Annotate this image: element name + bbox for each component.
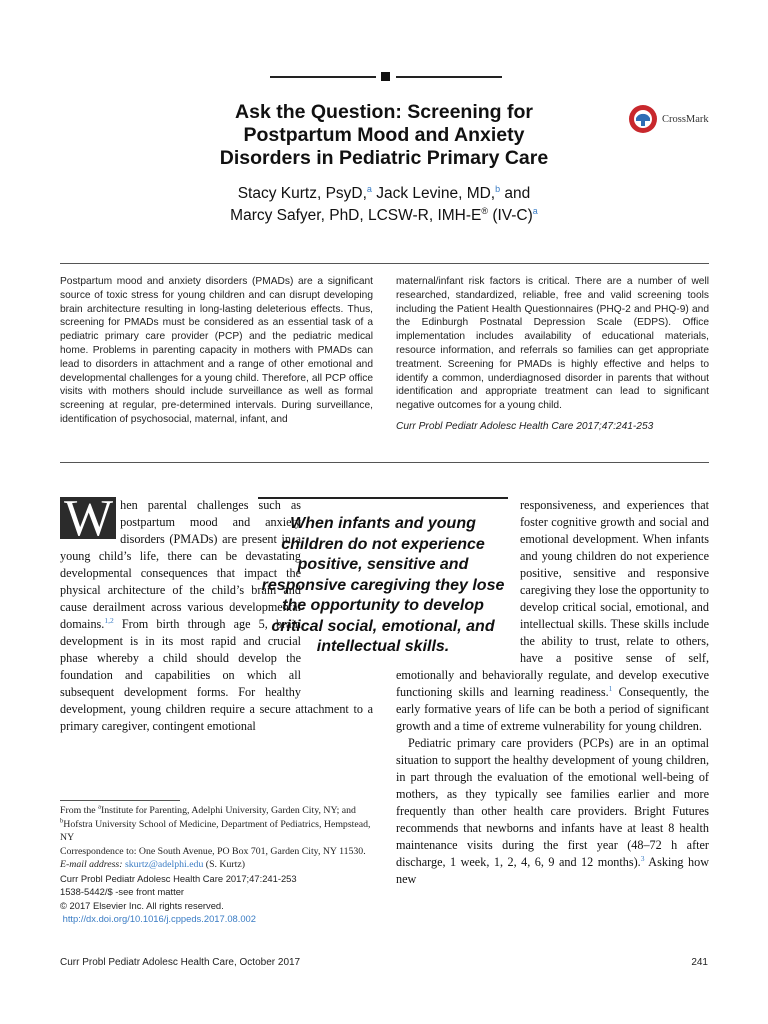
correspondence (60, 845, 373, 872)
ornament-line-left (270, 76, 376, 78)
affiliation-mark-b: b (60, 817, 64, 825)
footnote-rule (60, 800, 180, 801)
author-3-credential: (IV-C) (488, 207, 533, 224)
crossmark-icon (628, 104, 658, 134)
abstract-bottom-rule (60, 462, 709, 463)
affiliation-a: Institute for Parenting, Adelphi University, Garden City, NY; and (101, 805, 356, 816)
doi-link[interactable]: http://dx.doi.org/10.1016/j.cppeds.2017.08.002 (62, 913, 256, 924)
article-title (150, 101, 618, 170)
title-line-2: Postpartum Mood and Anxiety (243, 124, 525, 146)
author-2: Jack Levine, MD, (371, 185, 496, 202)
author-1-affiliation: a (366, 183, 372, 194)
title-line-3: Disorders in Pediatric Primary Care (219, 147, 549, 169)
ornament-line-right (396, 76, 502, 78)
email-link[interactable]: skurtz@adelphi.edu (124, 859, 204, 870)
drop-cap: W (60, 497, 116, 539)
author-list (150, 183, 618, 227)
abstract-text-left: Postpartum mood and anxiety disorders (PMADs) are a significant source of toxic stress for young children and can disrupt developing brain architecture resulting in long-lasting deleterious effects. Thus, screening for PMADs must be considered as an essential task of a pediatric primary care provider (PCP) and the pediatric medical home. Problems in parenting capacity in mothers with PMADs can lead to disorders in attachment and a range of other emotional and developmental challenges for a young child. Therefore, all PCP office visits with mothers should include surveillance as well as formal screening at regular, pre-determined intervals. During surveillance, identification of psychosocial, maternal, infant, and (60, 276, 373, 425)
affiliation-prefix: From the (60, 805, 99, 816)
body-column-right (396, 497, 709, 888)
page-number: 241 (691, 957, 708, 968)
crossmark-label: CrossMark (662, 114, 709, 125)
abstract-left-column (60, 275, 373, 427)
body-left-text-1: hen parental challenges such as postpartum mood and anxiety disorders (PMADs) are present in a young child’s life, there can be devastating developmental consequences that impact the physical architecture of the child’s brain and cause derailment across various developmental domains. (60, 498, 301, 631)
abstract-text-right: maternal/infant risk factors is critical. There are a number of well researched, standardized, reliable, free and valid screening tools including the Patient Health Questionnaires (PHQ-2 and PHQ-9) and the Edinburgh Postnatal Depression Scale (EDPS). Office implementation includes availability of educational materials, resource information, and referrals so families can get appropriate treatment. Screening for PMADs is highly effective and helps to identify a common, underdiagnosed disorder in parents that without identification and appropriate treatment can lead to significant negative outcomes for a young child. (396, 276, 709, 412)
body-right-paragraph-2 (396, 735, 709, 888)
body-right-text-4: Asking how new (396, 855, 709, 886)
body-right-text-3: Pediatric primary care providers (PCPs) are in an optimal situation to support the healthy development of young children, in part through the evaluation of the emotional well-being of mothers, as they typically see families earlier and more frequently than other health care providers. Bright Futures recommends that newborns and infants have at least 8 health maintenance visits during the first year (48–72 h after discharge, 1 week, 1, 2, 4, 6, 9 and 12 months). (396, 736, 709, 869)
reference-link[interactable]: 3 (640, 853, 645, 863)
issn-line: 1538-5442/$ -see front matter (60, 886, 185, 897)
footnote-block (60, 804, 373, 926)
registered-mark: ® (481, 205, 489, 216)
abstract-citation: Curr Probl Pediatr Adolesc Health Care 2017;47:241-253 (396, 420, 654, 432)
header-ornament (270, 75, 502, 79)
affiliation-mark-a: a (98, 803, 101, 811)
author-3-affiliation: a (532, 205, 538, 216)
affiliations (60, 804, 373, 845)
email-label: E-mail address: (60, 859, 123, 870)
author-1: Stacy Kurtz, PsyD, (237, 185, 367, 202)
correspondence-address: Correspondence to: One South Avenue, PO Box 701, Garden City, NY 11530. (60, 845, 366, 857)
running-footer: Curr Probl Pediatr Adolesc Health Care, October 2017 (60, 957, 301, 968)
body-right-text-1: responsiveness, and experiences that foster cognitive growth and social and emotional development. When infants and young children do not experience positive, sensitive and responsive caregiving they lose the opportunity to develop critical social, emotional, and intellectual skills. These skills include the ability to trust, relate to others, have a positive sense of self, emotionally and behaviorally regulate, and develop executive functioning skills and learning readiness. (396, 498, 709, 699)
ornament-square (381, 72, 390, 81)
reference-link[interactable]: 1,2 (104, 615, 114, 625)
journal-reference: Curr Probl Pediatr Adolesc Health Care 2017;47:241-253 (60, 872, 297, 884)
abstract-top-rule (60, 263, 709, 264)
abstract-right-column (396, 275, 709, 434)
author-and: and (500, 185, 531, 202)
pull-quote-spacer-right (396, 497, 520, 667)
affiliation-b: Hofstra University School of Medicine, Department of Pediatrics, Hempstead, NY (60, 818, 371, 843)
title-line-1: Ask the Question: Screening for (235, 101, 533, 123)
author-3: Marcy Safyer, PhD, LCSW-R, IMH-E (230, 207, 482, 224)
pull-quote-text: When infants and young children do not experience positive, sensitive and responsive caregiving they lose the opportunity to develop critical social, emotional, and intellectual skills. (261, 515, 505, 655)
body-column-left (60, 490, 373, 735)
author-2-affiliation: b (495, 183, 501, 194)
body-left-text-2: From birth through age 5, brain development is in its most rapid and crucial phase whereby a child should develop the foundation and capabilities on which all subsequent development forms. For healthy development, young children require a secure attachment to a primary caregiver, contingent emotional (60, 617, 373, 733)
reference-link[interactable]: 1 (608, 683, 613, 693)
pull-quote-spacer-left (301, 497, 373, 689)
crossmark-badge[interactable] (628, 104, 738, 136)
copyright-line: © 2017 Elsevier Inc. All rights reserved. (60, 899, 224, 911)
email-owner: (S. Kurtz) (203, 859, 245, 870)
body-right-text-2: Consequently, the early formative years of life can be both a period of significant growth and a time of extreme vulnerability for young children. (396, 685, 709, 733)
